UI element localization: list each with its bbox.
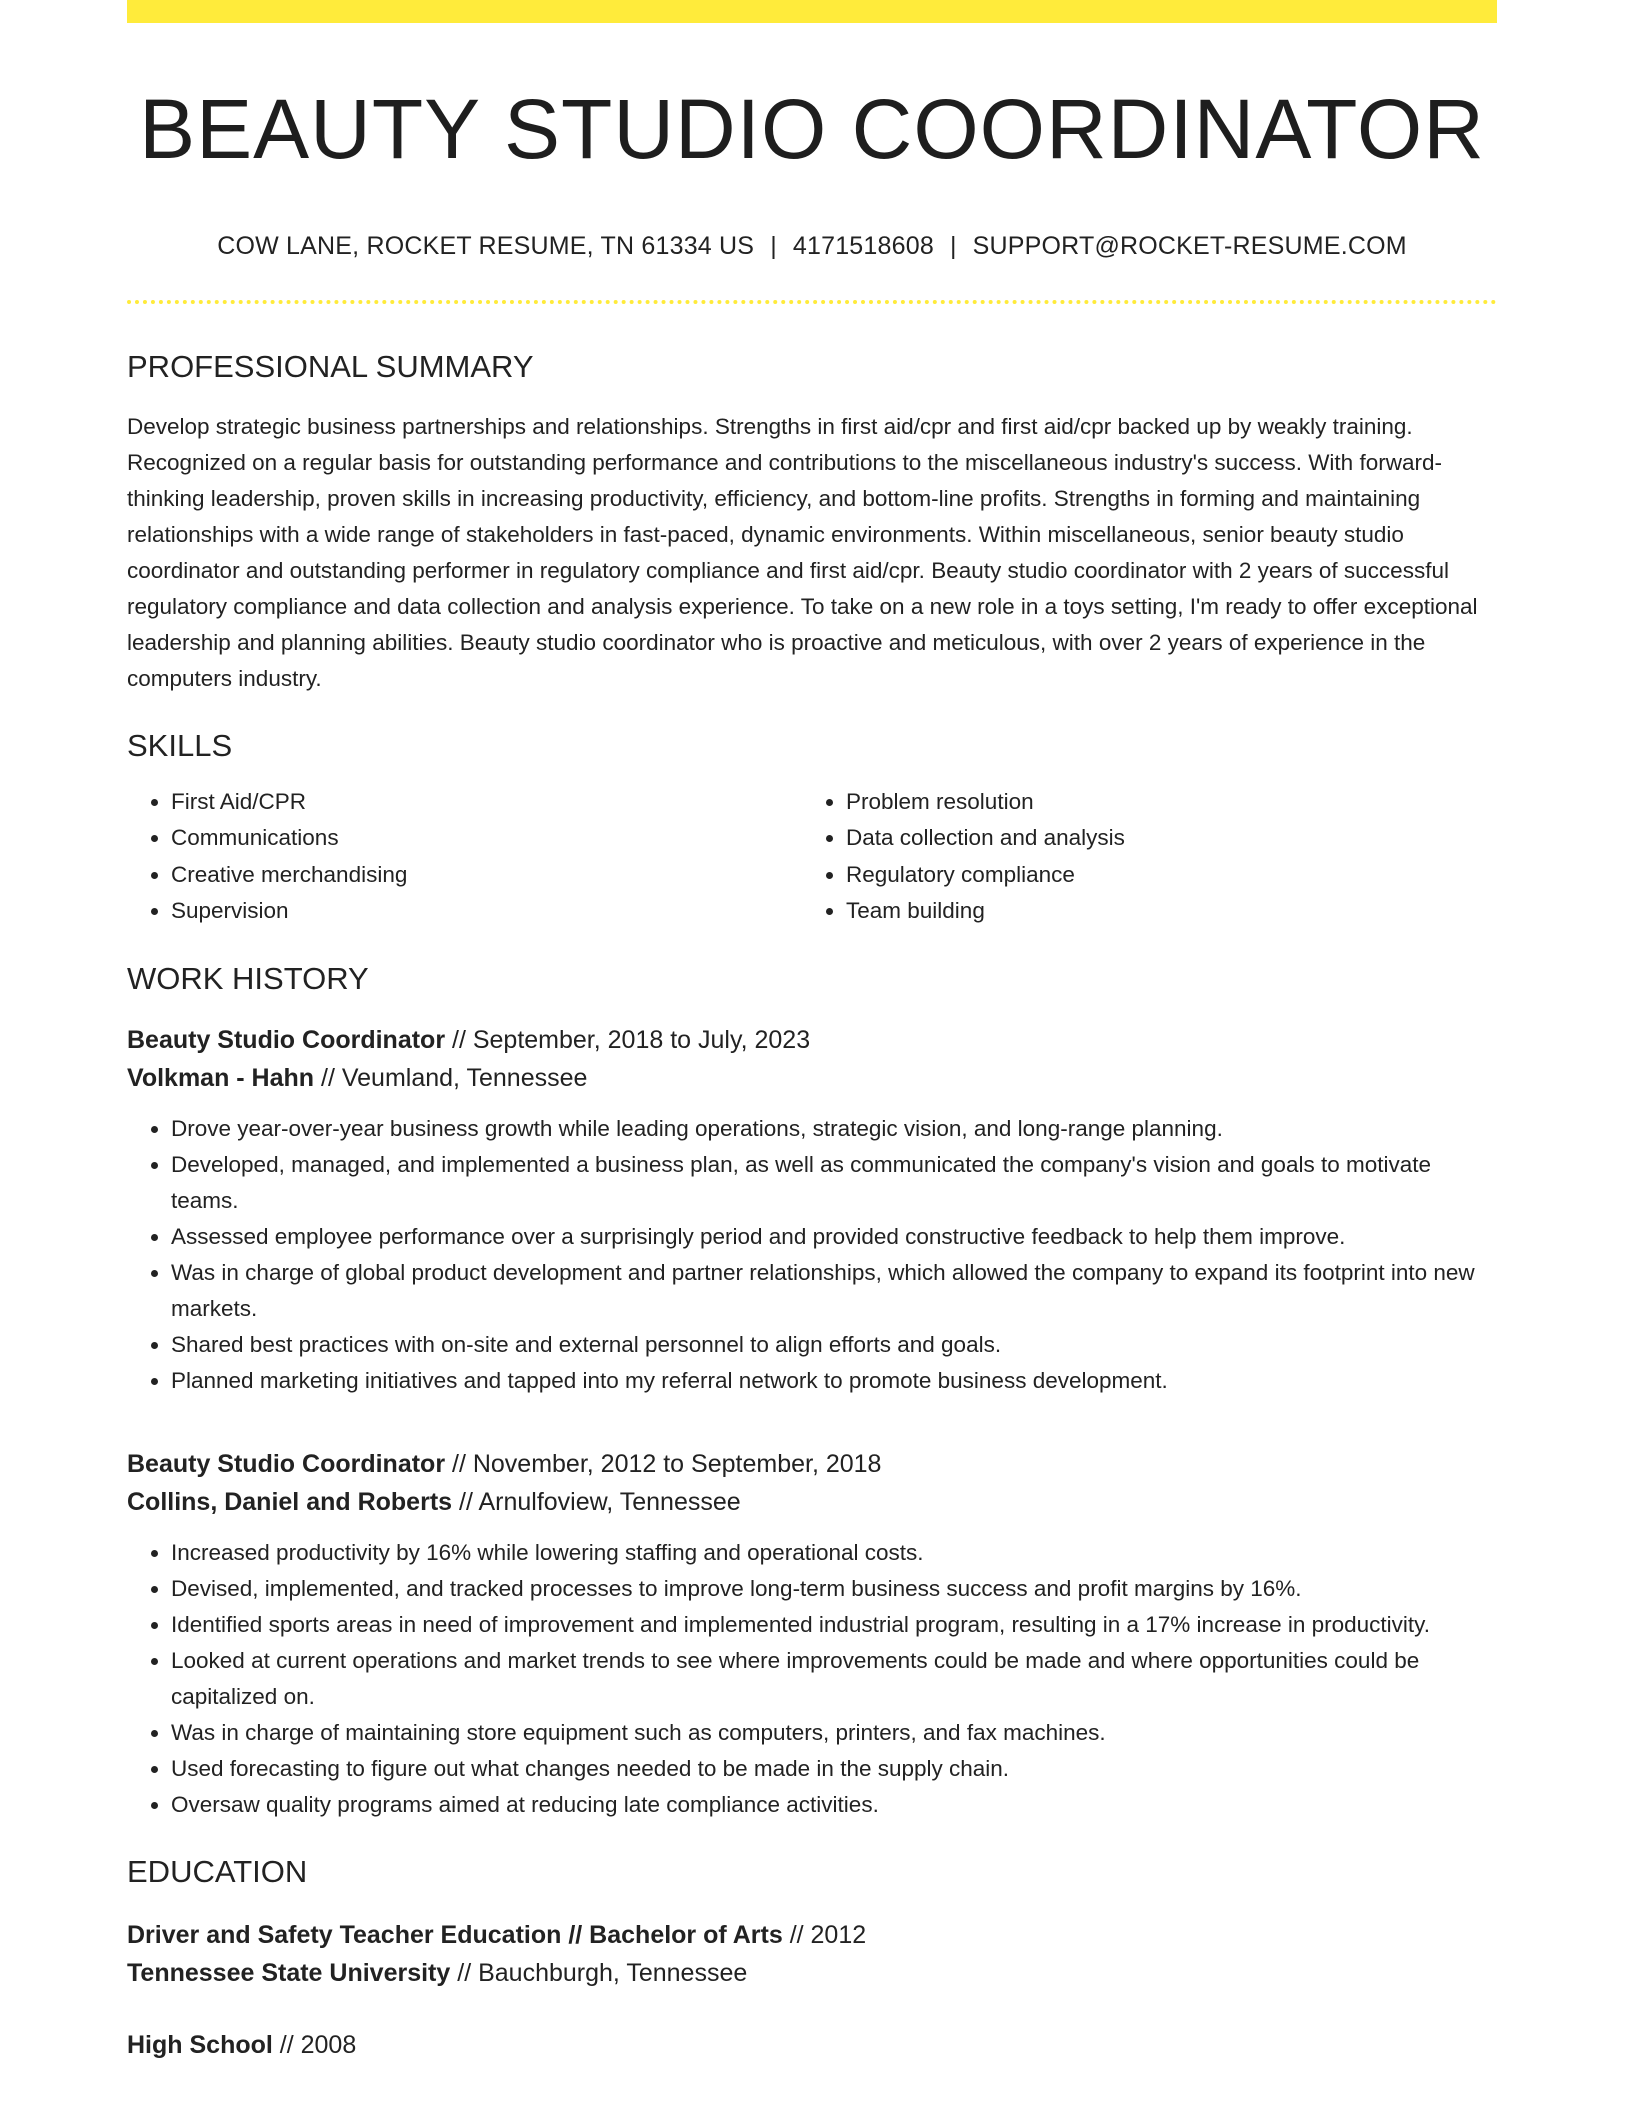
skill-item: • Problem resolution (846, 784, 1477, 821)
list-item: • Increased productivity by 16% while lowering staffing and operational costs. (171, 1535, 1497, 1571)
list-item: • Identified sports areas in need of improvement and implemented industrial program, resulting in a 17% increase in productivity. (171, 1607, 1497, 1643)
summary-heading: PROFESSIONAL SUMMARY (127, 349, 534, 385)
education-heading: EDUCATION (127, 1853, 308, 1889)
job-company: Collins, Daniel and Roberts (127, 1487, 453, 1516)
list-item: • Planned marketing initiatives and tapped into my referral network to promote business development. (171, 1363, 1497, 1399)
education-degree: High School (127, 2031, 273, 2060)
education-location: // Bauchburgh, Tennessee (450, 1959, 748, 1988)
work-history-heading: WORK HISTORY (127, 960, 369, 996)
skills-column-left (127, 784, 802, 930)
job-entry (127, 1445, 1497, 1823)
job-company: Volkman - Hahn (127, 1063, 315, 1092)
contact-address: COW LANE, ROCKET RESUME, TN 61334 US (217, 232, 755, 261)
job-bullets (127, 1111, 1497, 1399)
skill-item: • Data collection and analysis (846, 820, 1477, 857)
job-location: // Arnulfoview, Tennessee (452, 1487, 741, 1516)
contact-separator: | (770, 232, 777, 261)
list-item: • Developed, managed, and implemented a business plan, as well as communicated the company's vision and goals to motivate teams. (171, 1147, 1497, 1219)
summary-text: Develop strategic business partnerships and relationships. Strengths in first aid/cpr and first aid/cpr backed up by weakly training. Recognized on a regular basis for outstanding performance and contributions to the miscellaneous industry's success. With forward-thinking leadership, proven skills in increasing productivity, efficiency, and bottom-line profits. Strengths in forming and maintaining relationships with a wide range of stakeholders in fast-paced, dynamic environments. Within miscellaneous, senior beauty studio coordinator and outstanding performer in regulatory compliance and first aid/cpr. Beauty studio coordinator with 2 years of successful regulatory compliance and data collection and analysis experience. To take on a new role in a toys setting, I'm ready to offer exceptional leadership and planning abilities. Beauty studio coordinator who is proactive and meticulous, with over 2 years of experience in the computers industry. (127, 413, 1478, 691)
list-item: • Looked at current operations and market trends to see where improvements could be made and where opportunities could be capitalized on. (171, 1643, 1497, 1715)
education-degree-line (127, 1916, 1497, 1954)
education-year: // 2012 (782, 1921, 867, 1950)
skill-item: • First Aid/CPR (171, 784, 802, 821)
skills-list (127, 784, 1497, 930)
job-entry (127, 1021, 1497, 1399)
list-item: • Used forecasting to figure out what changes needed to be made in the supply chain. (171, 1751, 1497, 1787)
contact-phone: 4171518608 (792, 232, 934, 261)
list-item: • Was in charge of global product development and partner relationships, which allowed the company to expand its footprint into new markets. (171, 1255, 1497, 1327)
list-item: • Assessed employee performance over a surprisingly period and provided constructive feedback to help them improve. (171, 1219, 1497, 1255)
education-school-line (127, 1954, 1497, 1992)
list-item: • Drove year-over-year business growth while leading operations, strategic vision, and long-range planning. (171, 1111, 1497, 1147)
job-location: // Veumland, Tennessee (314, 1063, 588, 1092)
contact-separator: | (949, 232, 957, 261)
list-item: • Shared best practices with on-site and external personnel to align efforts and goals. (171, 1327, 1497, 1363)
job-dates: // September, 2018 to July, 2023 (445, 1025, 811, 1054)
skill-item: • Creative merchandising (171, 857, 802, 894)
dotted-divider (127, 300, 1497, 304)
education-degree: Driver and Safety Teacher Education // Bachelor of Arts (127, 1921, 783, 1950)
contact-email: SUPPORT@ROCKET-RESUME.COM (972, 232, 1407, 261)
contact-line (127, 232, 1497, 261)
job-bullets (127, 1535, 1497, 1823)
skill-item: • Supervision (171, 893, 802, 930)
job-title: Beauty Studio Coordinator (127, 1449, 446, 1478)
job-title-line (127, 1445, 1497, 1483)
job-title-line (127, 1021, 1497, 1059)
skills-column-right (802, 784, 1477, 930)
education-entry (127, 2026, 1497, 2064)
job-company-line (127, 1483, 1497, 1521)
skill-item: • Team building (846, 893, 1477, 930)
list-item: • Devised, implemented, and tracked processes to improve long-term business success and profit margins by 16%. (171, 1571, 1497, 1607)
job-company-line (127, 1059, 1497, 1097)
list-item: • Was in charge of maintaining store equipment such as computers, printers, and fax machines. (171, 1715, 1497, 1751)
resume-page (127, 0, 1497, 2064)
resume-title: BEAUTY STUDIO COORDINATOR (139, 82, 1485, 176)
education-degree-line (127, 2026, 1497, 2064)
education-school: Tennessee State University (127, 1959, 451, 1988)
job-title: Beauty Studio Coordinator (127, 1025, 446, 1054)
list-item: • Oversaw quality programs aimed at reducing late compliance activities. (171, 1787, 1497, 1823)
accent-bar (127, 0, 1497, 23)
skill-item: • Communications (171, 820, 802, 857)
skills-heading: SKILLS (127, 727, 233, 763)
education-year: // 2008 (272, 2031, 357, 2060)
education-entry (127, 1916, 1497, 1992)
skill-item: • Regulatory compliance (846, 857, 1477, 894)
job-dates: // November, 2012 to September, 2018 (445, 1449, 882, 1478)
